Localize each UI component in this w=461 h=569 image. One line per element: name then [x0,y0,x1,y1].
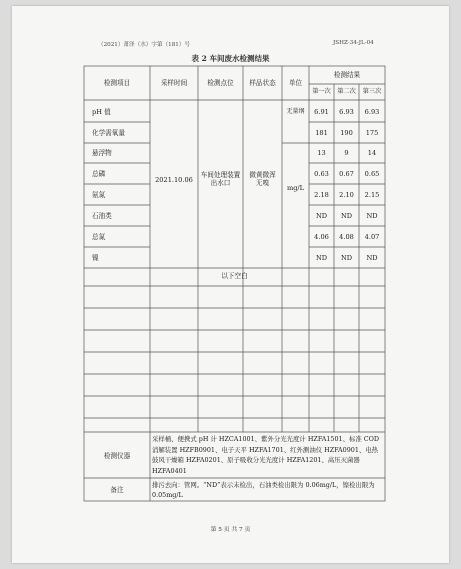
ph-unit: 无量纲 [286,108,305,115]
row-item: 氨氮 [92,191,106,199]
row-item: 总磷 [92,170,106,178]
header-date: 采样时间 [160,79,188,87]
header-result: 检测结果 [333,71,361,79]
row-value: ND [340,254,353,262]
row-value: 4.07 [364,233,380,241]
row-value: 6.93 [364,108,380,116]
remarks-label: 备注 [110,486,124,494]
table-title: 表 2 车间废水检测结果 [191,54,270,63]
row-value: 14 [367,149,377,157]
row-value: 190 [340,129,353,137]
sample-point: 车间处理装置出水口 [200,171,241,187]
row-value: 2.18 [314,191,329,199]
row-value: 6.93 [339,108,354,116]
row-item: 化学需氧量 [92,129,125,137]
row-item: 石油类 [92,212,112,220]
row-value: 4.08 [339,233,354,241]
header-state: 样品状态 [249,79,276,87]
header-run-3: 第三次 [362,88,382,95]
row-item: 总氮 [92,233,106,241]
row-value: 0.65 [364,170,380,178]
sample-date: 2021.10.06 [155,176,193,184]
row-value: ND [315,212,328,220]
row-value: ND [340,212,353,220]
header-run-2: 第二次 [337,88,356,95]
row-value: 0.67 [339,170,354,178]
row-item: 镍 [92,254,99,262]
blank-note: 以下空白 [221,272,248,280]
row-item: pH 值 [92,108,111,116]
header-unit: 单位 [288,79,303,87]
row-value: 2.15 [364,191,380,199]
instruments-label: 检测仪器 [103,452,131,460]
document-code: JSHZ-34-JL-04 [333,40,374,46]
header-run-1: 第一次 [312,88,331,95]
remarks-text: 排污去向：管网。“ND”表示未检出，石油类检出限为 0.06mg/L，镍检出限为 0.05mg/L [152,481,375,499]
row-value: 6.91 [314,108,329,116]
row-value: ND [366,254,378,262]
row-value: 181 [315,129,328,137]
row-value: 9 [344,149,349,157]
row-value: 2.10 [339,191,354,199]
row-value: ND [315,254,328,262]
row-value: ND [366,212,378,220]
page-footer: 第 5 页 共 7 页 [210,527,251,533]
row-value: 175 [365,129,379,137]
row-item: 悬浮物 [92,149,112,157]
document-number: （2021）萧泽（水）字第（181）号 [98,42,191,48]
instruments-text: 采样桶、便携式 pH 计 HZCA1001、紫外分光光度计 HZFA1501、标准 COD 消解装置 HZFB0901、电子天平 HZFA1701、红外测油仪 HZFA0901、电热鼓风干燥箱 HZFA0201、原子吸收分光光度计 HZFA1201、高压灭菌器 HZFA0401 [152,435,380,475]
header-item: 检测项目 [103,79,131,87]
row-value: 13 [317,149,326,157]
sample-state: 微黄微浑无嗅 [249,171,276,187]
row-value: 0.63 [314,170,329,178]
unit-mgl: mg/L [286,184,305,192]
header-point: 检测点位 [207,79,234,87]
row-value: 4.06 [314,233,329,241]
